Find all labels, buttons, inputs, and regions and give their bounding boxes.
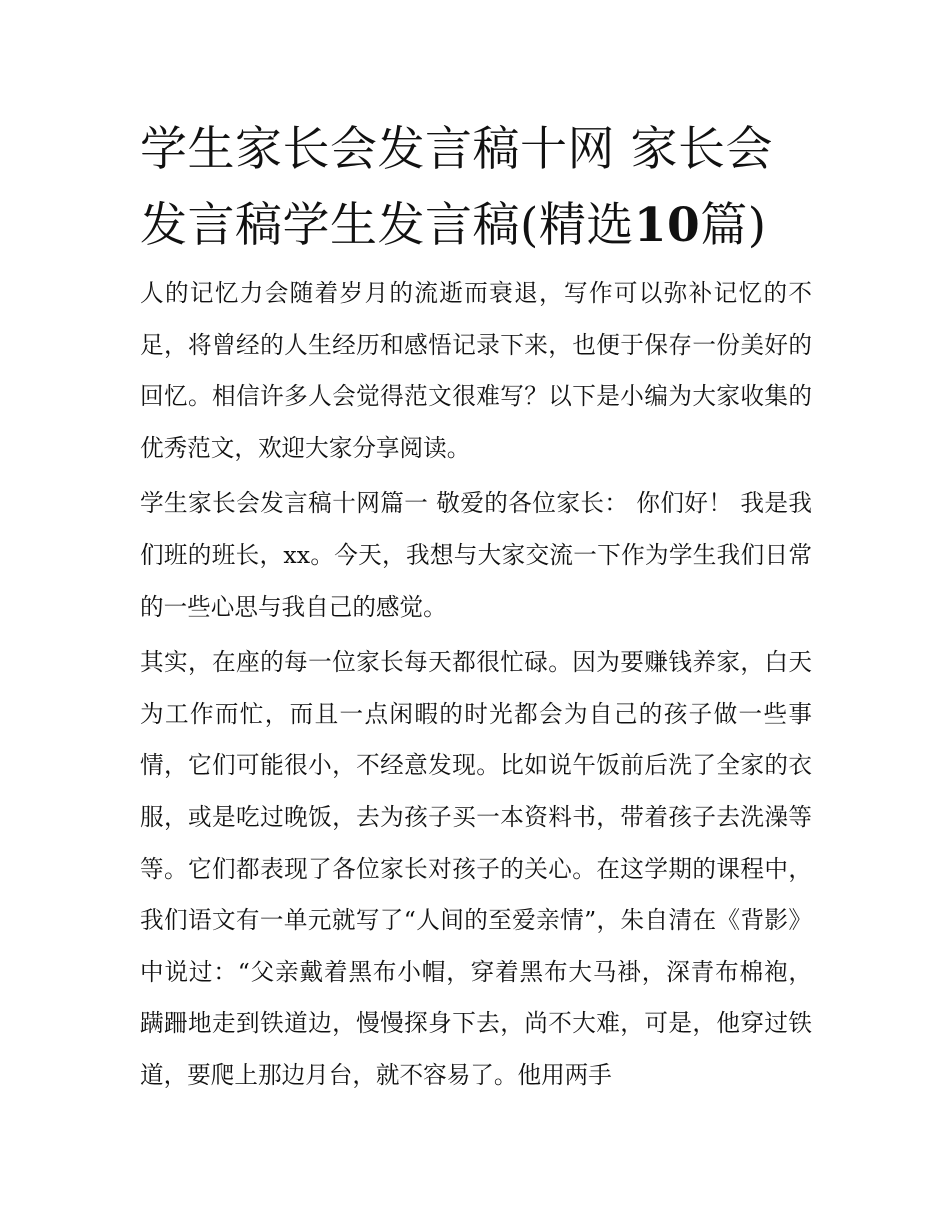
document-page (140, 112, 812, 1106)
title-number: 10 (633, 198, 701, 253)
paragraph-greeting: 学生家长会发言稿十网篇一 敬爱的各位家长： 你们好！ 我是我们班的班长，xx。今天，我想与大家交流一下作为学生我们日常的一些心思与我自己的感觉。 (140, 489, 812, 621)
document-title (140, 112, 812, 264)
paragraph-body: 其实，在座的每一位家长每天都很忙碌。因为要赚钱养家，白天为工作而忙，而且一点闲暇的时光都会为自己的孩子做一些事情，它们可能很小，不经意发现。比如说午饭前后洗了全家的衣服，或是吃过晚饭，去为孩子买一本资料书，带着孩子去洗澡等等。它们都表现了各位家长对孩子的关心。在这学期的课程中，我们语文有一单元就写了“人间的至爱亲情”，朱自清在《背影》中说过：“父亲戴着黑布小帽，穿着黑布大马褂，深青布棉袍，蹒跚地走到铁道边，慢慢探身下去，尚不大难，可是，他穿过铁道，要爬上那边月台，就不容易了。他用两手 (140, 648, 812, 1089)
paragraph-intro: 人的记忆力会随着岁月的流逝而衰退，写作可以弥补记忆的不足，将曾经的人生经历和感悟记录下来，也便于保存一份美好的回忆。相信许多人会觉得范文很难写？以下是小编为大家收集的优秀范文，欢迎大家分享阅读。 (140, 279, 812, 462)
title-suffix: 篇) (700, 198, 767, 253)
title-text: 学生家长会发言稿十网 家长会发言稿学生发言稿(精选 (140, 122, 773, 253)
